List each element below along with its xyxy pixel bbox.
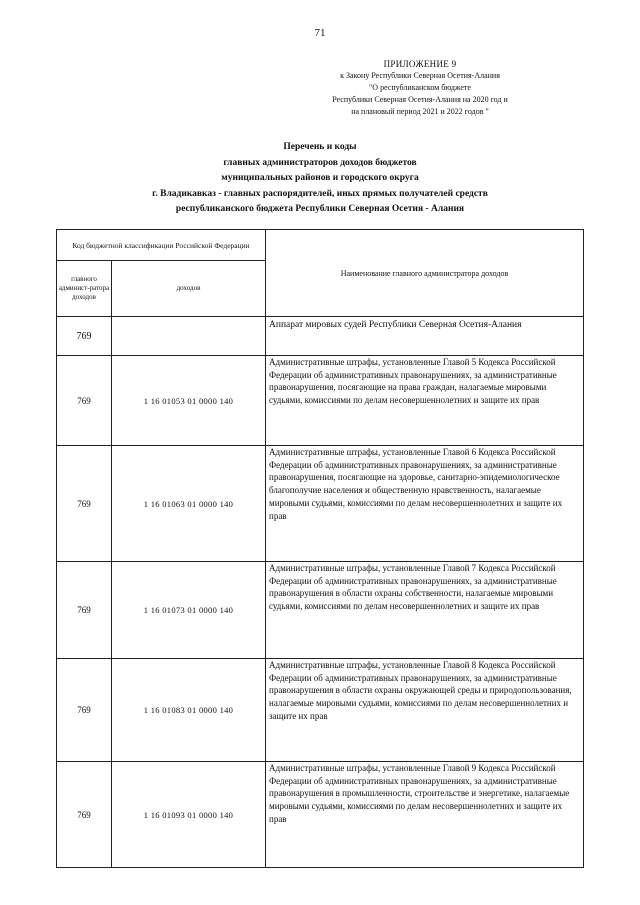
table-row (57, 659, 584, 762)
admin-code: 769 (57, 659, 112, 762)
header-admin-code: главного админист-ратора доходов (57, 261, 112, 317)
admin-code: 769 (57, 446, 112, 562)
group-name: Аппарат мировых судей Республики Северная Осетия-Алания (266, 317, 584, 356)
group-code: 769 (57, 317, 112, 356)
appendix-line: к Закону Республики Северная Осетия-Алания (340, 71, 500, 80)
title-line: Перечень и коды (283, 142, 357, 152)
revenue-description: Административные штрафы, установленные Главой 6 Кодекса Российской Федерации об административных правонарушениях, за административные правонарушения, посягающие на здоровье, санитарно-эпидемиологическое благополучие населения и общественную нравственность, налагаемые мировыми судьями, комиссиями по делам несовершеннолетних и защите их прав (266, 446, 584, 562)
table-row (57, 356, 584, 446)
group-row (57, 317, 584, 356)
revenue-code: 1 16 01063 01 0000 140 (112, 446, 266, 562)
revenue-description: Административные штрафы, установленные Главой 9 Кодекса Российской Федерации об административных правонарушениях, за административные правонарушения в промышленности, строительстве и энергетике, налагаемые мировыми судьями, комиссиями по делам несовершеннолетних и защите их прав (266, 762, 584, 868)
title-line: главных администраторов доходов бюджетов (223, 157, 417, 168)
title-line: г. Владикавказ - главных распорядителей, иных прямых получателей средств (152, 188, 488, 199)
revenue-description: Административные штрафы, установленные Главой 5 Кодекса Российской Федерации об административных правонарушениях, за административные правонарушения, посягающие на права граждан, налагаемые мировыми судьями, комиссиями по делам несовершеннолетних и защите их прав (266, 356, 584, 446)
revenue-description: Административные штрафы, установленные Главой 7 Кодекса Российской Федерации об административных правонарушениях, за административные правонарушения в области охраны собственности, налагаемые мировыми судьями, комиссиями по делам несовершеннолетних и защите их прав (266, 562, 584, 659)
administrators-table (56, 229, 584, 868)
group-empty-cell (112, 317, 266, 356)
header-budget-code: Код бюджетной классификации Российской Федерации (57, 230, 266, 261)
revenue-code: 1 16 01083 01 0000 140 (112, 659, 266, 762)
revenue-description: Административные штрафы, установленные Главой 8 Кодекса Российской Федерации об административных правонарушениях, за административные правонарушения в области охраны окружающей среды и природопользования, налагаемые мировыми судьями, комиссиями по делам несовершеннолетних и защите их прав (266, 659, 584, 762)
table-row (57, 446, 584, 562)
appendix-header (300, 58, 540, 118)
appendix-line: "О республиканском бюджете (369, 83, 471, 92)
table-header-row (57, 230, 584, 261)
page-number: 71 (314, 27, 326, 39)
title-line: республиканского бюджета Республики Северная Осетия - Алания (175, 204, 465, 214)
header-administrator-name: Наименование главного администратора доходов (266, 230, 584, 317)
appendix-line: на плановый период 2021 и 2022 годов " (351, 107, 489, 116)
admin-code: 769 (57, 562, 112, 659)
appendix-title: ПРИЛОЖЕНИЕ 9 (383, 59, 457, 69)
revenue-code: 1 16 01053 01 0000 140 (112, 356, 266, 446)
revenue-code: 1 16 01093 01 0000 140 (112, 762, 266, 868)
document-title (90, 140, 550, 218)
table-row (57, 562, 584, 659)
title-line: муниципальных районов и городского округа (221, 173, 419, 183)
revenue-code: 1 16 01073 01 0000 140 (112, 562, 266, 659)
admin-code: 769 (57, 356, 112, 446)
admin-code: 769 (57, 762, 112, 868)
table-row (57, 762, 584, 868)
header-revenue-code: доходов (112, 261, 266, 317)
appendix-line: Республики Северная Осетия-Алания на 2020 год и (332, 95, 508, 104)
